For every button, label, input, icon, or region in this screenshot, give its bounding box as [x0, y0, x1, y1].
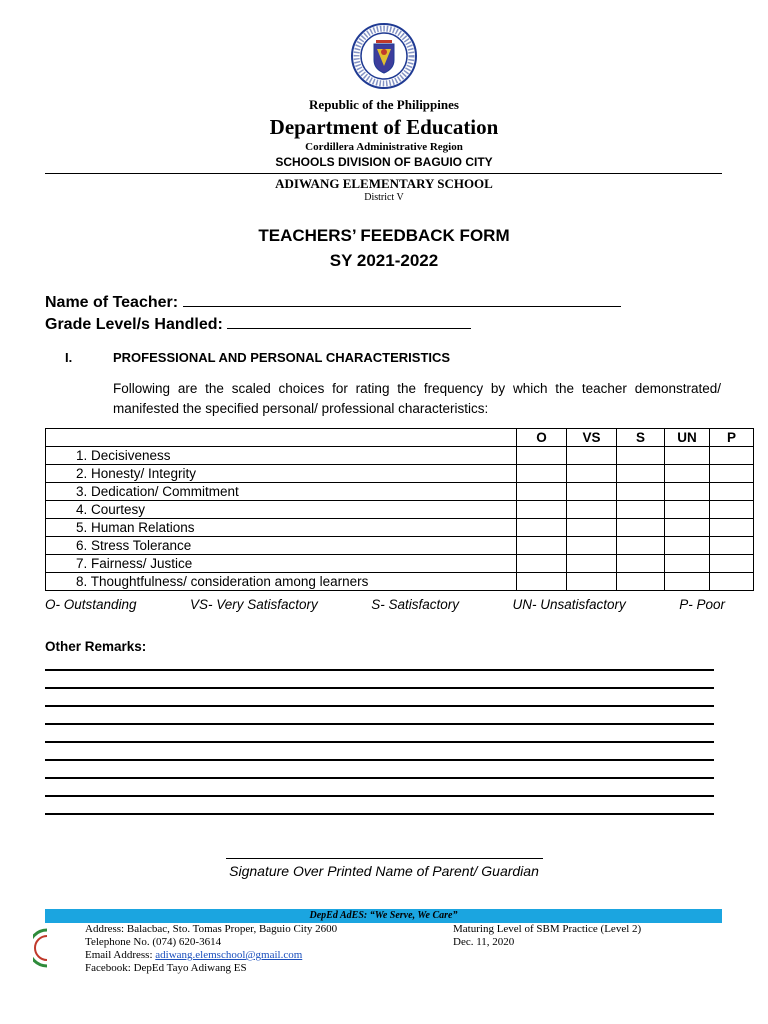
rating-cell[interactable] — [617, 483, 665, 501]
rating-cell[interactable] — [567, 573, 617, 591]
table-row — [46, 465, 754, 483]
criterion-label: 4. Courtesy — [46, 501, 517, 519]
footer-motto-bar: DepEd AdES: “We Serve, We Care” — [45, 909, 722, 923]
rating-cell[interactable] — [665, 447, 710, 465]
rating-cell[interactable] — [665, 519, 710, 537]
section-number: I. — [65, 350, 73, 365]
rating-cell[interactable] — [665, 573, 710, 591]
table-header-row — [46, 429, 754, 447]
rating-cell[interactable] — [517, 501, 567, 519]
table-row — [46, 501, 754, 519]
criterion-label: 1. Decisiveness — [46, 447, 517, 465]
legend-very-satisfactory: VS- Very Satisfactory — [190, 597, 318, 612]
section-title: PROFESSIONAL AND PERSONAL CHARACTERISTICS — [113, 350, 451, 365]
criterion-label: 3. Dedication/ Commitment — [46, 483, 517, 501]
legend-unsatisfactory: UN- Unsatisfactory — [512, 597, 626, 612]
teacher-name-label: Name of Teacher: — [45, 294, 179, 311]
division-heading: SCHOOLS DIVISION OF BAGUIO CITY — [275, 155, 493, 169]
column-header: S — [617, 429, 665, 447]
rating-cell[interactable] — [617, 573, 665, 591]
rating-cell[interactable] — [710, 483, 754, 501]
teacher-name-blank[interactable] — [183, 290, 621, 307]
rating-cell[interactable] — [517, 483, 567, 501]
remark-line[interactable] — [45, 669, 714, 671]
rating-cell[interactable] — [567, 519, 617, 537]
rating-cell[interactable] — [710, 537, 754, 555]
deped-seal-icon — [350, 22, 418, 90]
rating-cell[interactable] — [710, 447, 754, 465]
remark-line[interactable] — [45, 723, 714, 725]
rating-table — [45, 428, 754, 591]
rating-legend — [45, 597, 725, 612]
remarks-label: Other Remarks: — [45, 639, 147, 654]
table-row — [46, 483, 754, 501]
grade-level-label: Grade Level/s Handled: — [45, 316, 223, 333]
criterion-label: 8. Thoughtfulness/ consideration among learners — [46, 573, 517, 591]
signature-label: Signature Over Printed Name of Parent/ Guardian — [229, 863, 539, 879]
footer-facebook: Facebook: DepEd Tayo Adiwang ES — [85, 962, 247, 974]
remark-line[interactable] — [45, 687, 714, 689]
signature-line[interactable] — [226, 858, 543, 859]
table-row — [46, 447, 754, 465]
rating-cell[interactable] — [665, 465, 710, 483]
rating-cell[interactable] — [665, 555, 710, 573]
rating-cell[interactable] — [710, 573, 754, 591]
footer-email-label: Email Address: — [85, 949, 156, 961]
footer-address: Address: Balacbac, Sto. Tomas Proper, Baguio City 2600 — [85, 923, 338, 935]
rating-cell[interactable] — [617, 465, 665, 483]
rating-cell[interactable] — [710, 465, 754, 483]
criterion-label: 2. Honesty/ Integrity — [46, 465, 517, 483]
column-header: UN — [665, 429, 710, 447]
school-logo-icon — [33, 928, 47, 968]
legend-outstanding: O- Outstanding — [45, 597, 137, 612]
rating-cell[interactable] — [710, 519, 754, 537]
footer-sbm-level: Maturing Level of SBM Practice (Level 2) — [453, 923, 642, 935]
rating-cell[interactable] — [617, 519, 665, 537]
footer-email-row — [85, 949, 337, 962]
form-title: TEACHERS’ FEEDBACK FORM — [258, 226, 510, 245]
rating-cell[interactable] — [710, 555, 754, 573]
school-year: SY 2021-2022 — [329, 251, 439, 270]
teacher-name-field[interactable] — [45, 290, 621, 312]
grade-level-field[interactable] — [45, 312, 471, 334]
rating-cell[interactable] — [517, 537, 567, 555]
footer-email-link[interactable]: adiwang.elemschool@gmail.com — [155, 949, 303, 961]
region-heading: Cordillera Administrative Region — [305, 141, 463, 153]
rating-cell[interactable] — [517, 573, 567, 591]
rating-cell[interactable] — [517, 519, 567, 537]
rating-cell[interactable] — [567, 447, 617, 465]
remark-line[interactable] — [45, 795, 714, 797]
column-header: O — [517, 429, 567, 447]
header-blank-cell — [46, 429, 517, 447]
legend-poor: P- Poor — [679, 597, 725, 612]
table-row — [46, 519, 754, 537]
table-row — [46, 537, 754, 555]
footer-date: Dec. 11, 2020 — [453, 936, 515, 948]
rating-cell[interactable] — [665, 537, 710, 555]
rating-cell[interactable] — [517, 555, 567, 573]
remark-line[interactable] — [45, 759, 714, 761]
remark-line[interactable] — [45, 741, 714, 743]
department-heading: Department of Education — [269, 115, 499, 139]
criterion-label: 6. Stress Tolerance — [46, 537, 517, 555]
table-row — [46, 555, 754, 573]
rating-cell[interactable] — [617, 555, 665, 573]
rating-cell[interactable] — [617, 447, 665, 465]
grade-level-blank[interactable] — [227, 312, 471, 329]
legend-satisfactory: S- Satisfactory — [371, 597, 460, 612]
footer-sbm — [453, 923, 641, 949]
criterion-label: 5. Human Relations — [46, 519, 517, 537]
rating-cell[interactable] — [665, 483, 710, 501]
remark-line[interactable] — [45, 813, 714, 815]
rating-cell[interactable] — [617, 501, 665, 519]
column-header: P — [710, 429, 754, 447]
criterion-label: 7. Fairness/ Justice — [46, 555, 517, 573]
rating-cell[interactable] — [567, 537, 617, 555]
header-divider — [45, 173, 722, 174]
rating-cell[interactable] — [665, 501, 710, 519]
rating-cell[interactable] — [567, 555, 617, 573]
rating-cell[interactable] — [567, 465, 617, 483]
rating-cell[interactable] — [567, 501, 617, 519]
section-description: Following are the scaled choices for rating the frequency by which the teacher demonstrated/ manifested the specified personal/ professional characteristics: — [113, 381, 721, 416]
school-name: ADIWANG ELEMENTARY SCHOOL — [275, 176, 493, 191]
rating-cell[interactable] — [710, 501, 754, 519]
rating-cell[interactable] — [517, 465, 567, 483]
rating-cell[interactable] — [517, 447, 567, 465]
district-label: District V — [364, 192, 404, 203]
remark-line[interactable] — [45, 705, 714, 707]
remark-line[interactable] — [45, 777, 714, 779]
footer-telephone: Telephone No. (074) 620-3614 — [85, 936, 222, 948]
footer-contact — [85, 923, 337, 975]
column-header: VS — [567, 429, 617, 447]
republic-heading: Republic of the Philippines — [309, 97, 459, 112]
rating-cell[interactable] — [567, 483, 617, 501]
table-row — [46, 573, 754, 591]
rating-cell[interactable] — [617, 537, 665, 555]
